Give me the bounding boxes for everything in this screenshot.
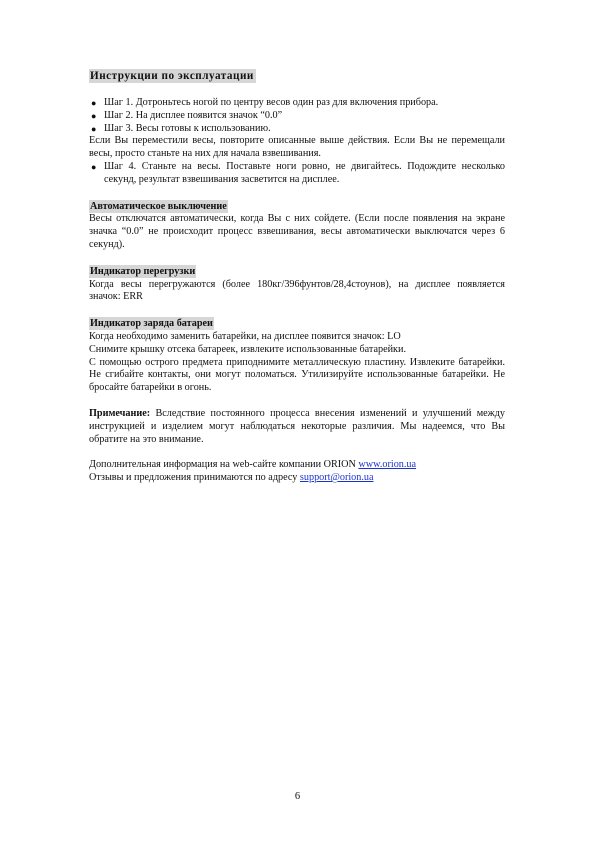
list-item: ● Шаг 4. Станьте на весы. Поставьте ноги ровно, не двигайтесь. Подождите несколько секунд, результат взвешивания засветится на дисплее. xyxy=(91,160,505,185)
battery-line-2: Снимите крышку отсека батареек, извлеките использованные батарейки. xyxy=(89,343,407,355)
moved-note: Если Вы переместили весы, повторите описанные выше действия. Если Вы не перемещали весы, просто станьте на них для начала взвешивания. xyxy=(89,135,505,160)
bullet-icon: ● xyxy=(91,161,97,172)
auto-off-text: Весы отключатся автоматически, когда Вы с них сойдете. (Если после появления на экране значка “0.0” не происходит процесс взвешивания, весы автоматически выключатся через 6 секунд). xyxy=(89,213,505,250)
website-link[interactable]: www.orion.ua xyxy=(358,459,417,471)
overload-heading: Индикатор перегрузки xyxy=(90,265,196,277)
note-paragraph xyxy=(89,408,505,446)
list-item: ● Шаг 3. Весы готовы к использованию. xyxy=(91,122,271,134)
battery-line-1: Когда необходимо заменить батарейки, на дисплее появится значок: LO xyxy=(89,330,401,342)
bullet-icon: ● xyxy=(91,110,97,121)
list-item: ● Шаг 1. Дотроньтесь ногой по центру весов один раз для включения прибора. xyxy=(91,97,439,108)
website-line: Дополнительная информация на web-сайте компании ORION www.orion.ua xyxy=(89,459,417,471)
battery-heading: Индикатор заряда батареи xyxy=(90,318,213,330)
note-text: Вследствие постоянного процесса внесения изменений и улучшений между инструкцией и изделием могут наблюдаться некоторые различия. Мы надеемся, что Вы обратите на это внимание. xyxy=(89,407,505,445)
note-label: Примечание: xyxy=(89,407,151,419)
list-item: ● Шаг 2. На дисплее появится значок “0.0” xyxy=(91,109,283,121)
auto-off-heading: Автоматическое выключение xyxy=(90,200,227,212)
overload-text: Когда весы перегружаются (более 180кг/396фунтов/28,4стоунов), на дисплее появляется значок: ERR xyxy=(89,278,505,303)
email-link[interactable]: support@orion.ua xyxy=(299,472,374,484)
steps-list xyxy=(89,97,505,135)
bullet-icon: ● xyxy=(91,98,97,108)
steps-list-2 xyxy=(89,161,505,187)
battery-line-3: С помощью острого предмета приподнимите металлическую пластину. Извлеките батарейки. Не сгибайте контакты, они могут поломаться. Утилизируйте использованные батарейки. Не бросайте батарейки в огонь. xyxy=(89,356,505,394)
bullet-icon: ● xyxy=(91,123,97,134)
page-content xyxy=(89,69,505,485)
page-title: Инструкции по эксплуатации xyxy=(90,70,254,82)
feedback-line: Отзывы и предложения принимаются по адресу support@orion.ua xyxy=(89,472,374,484)
page-number: 6 xyxy=(294,791,301,802)
